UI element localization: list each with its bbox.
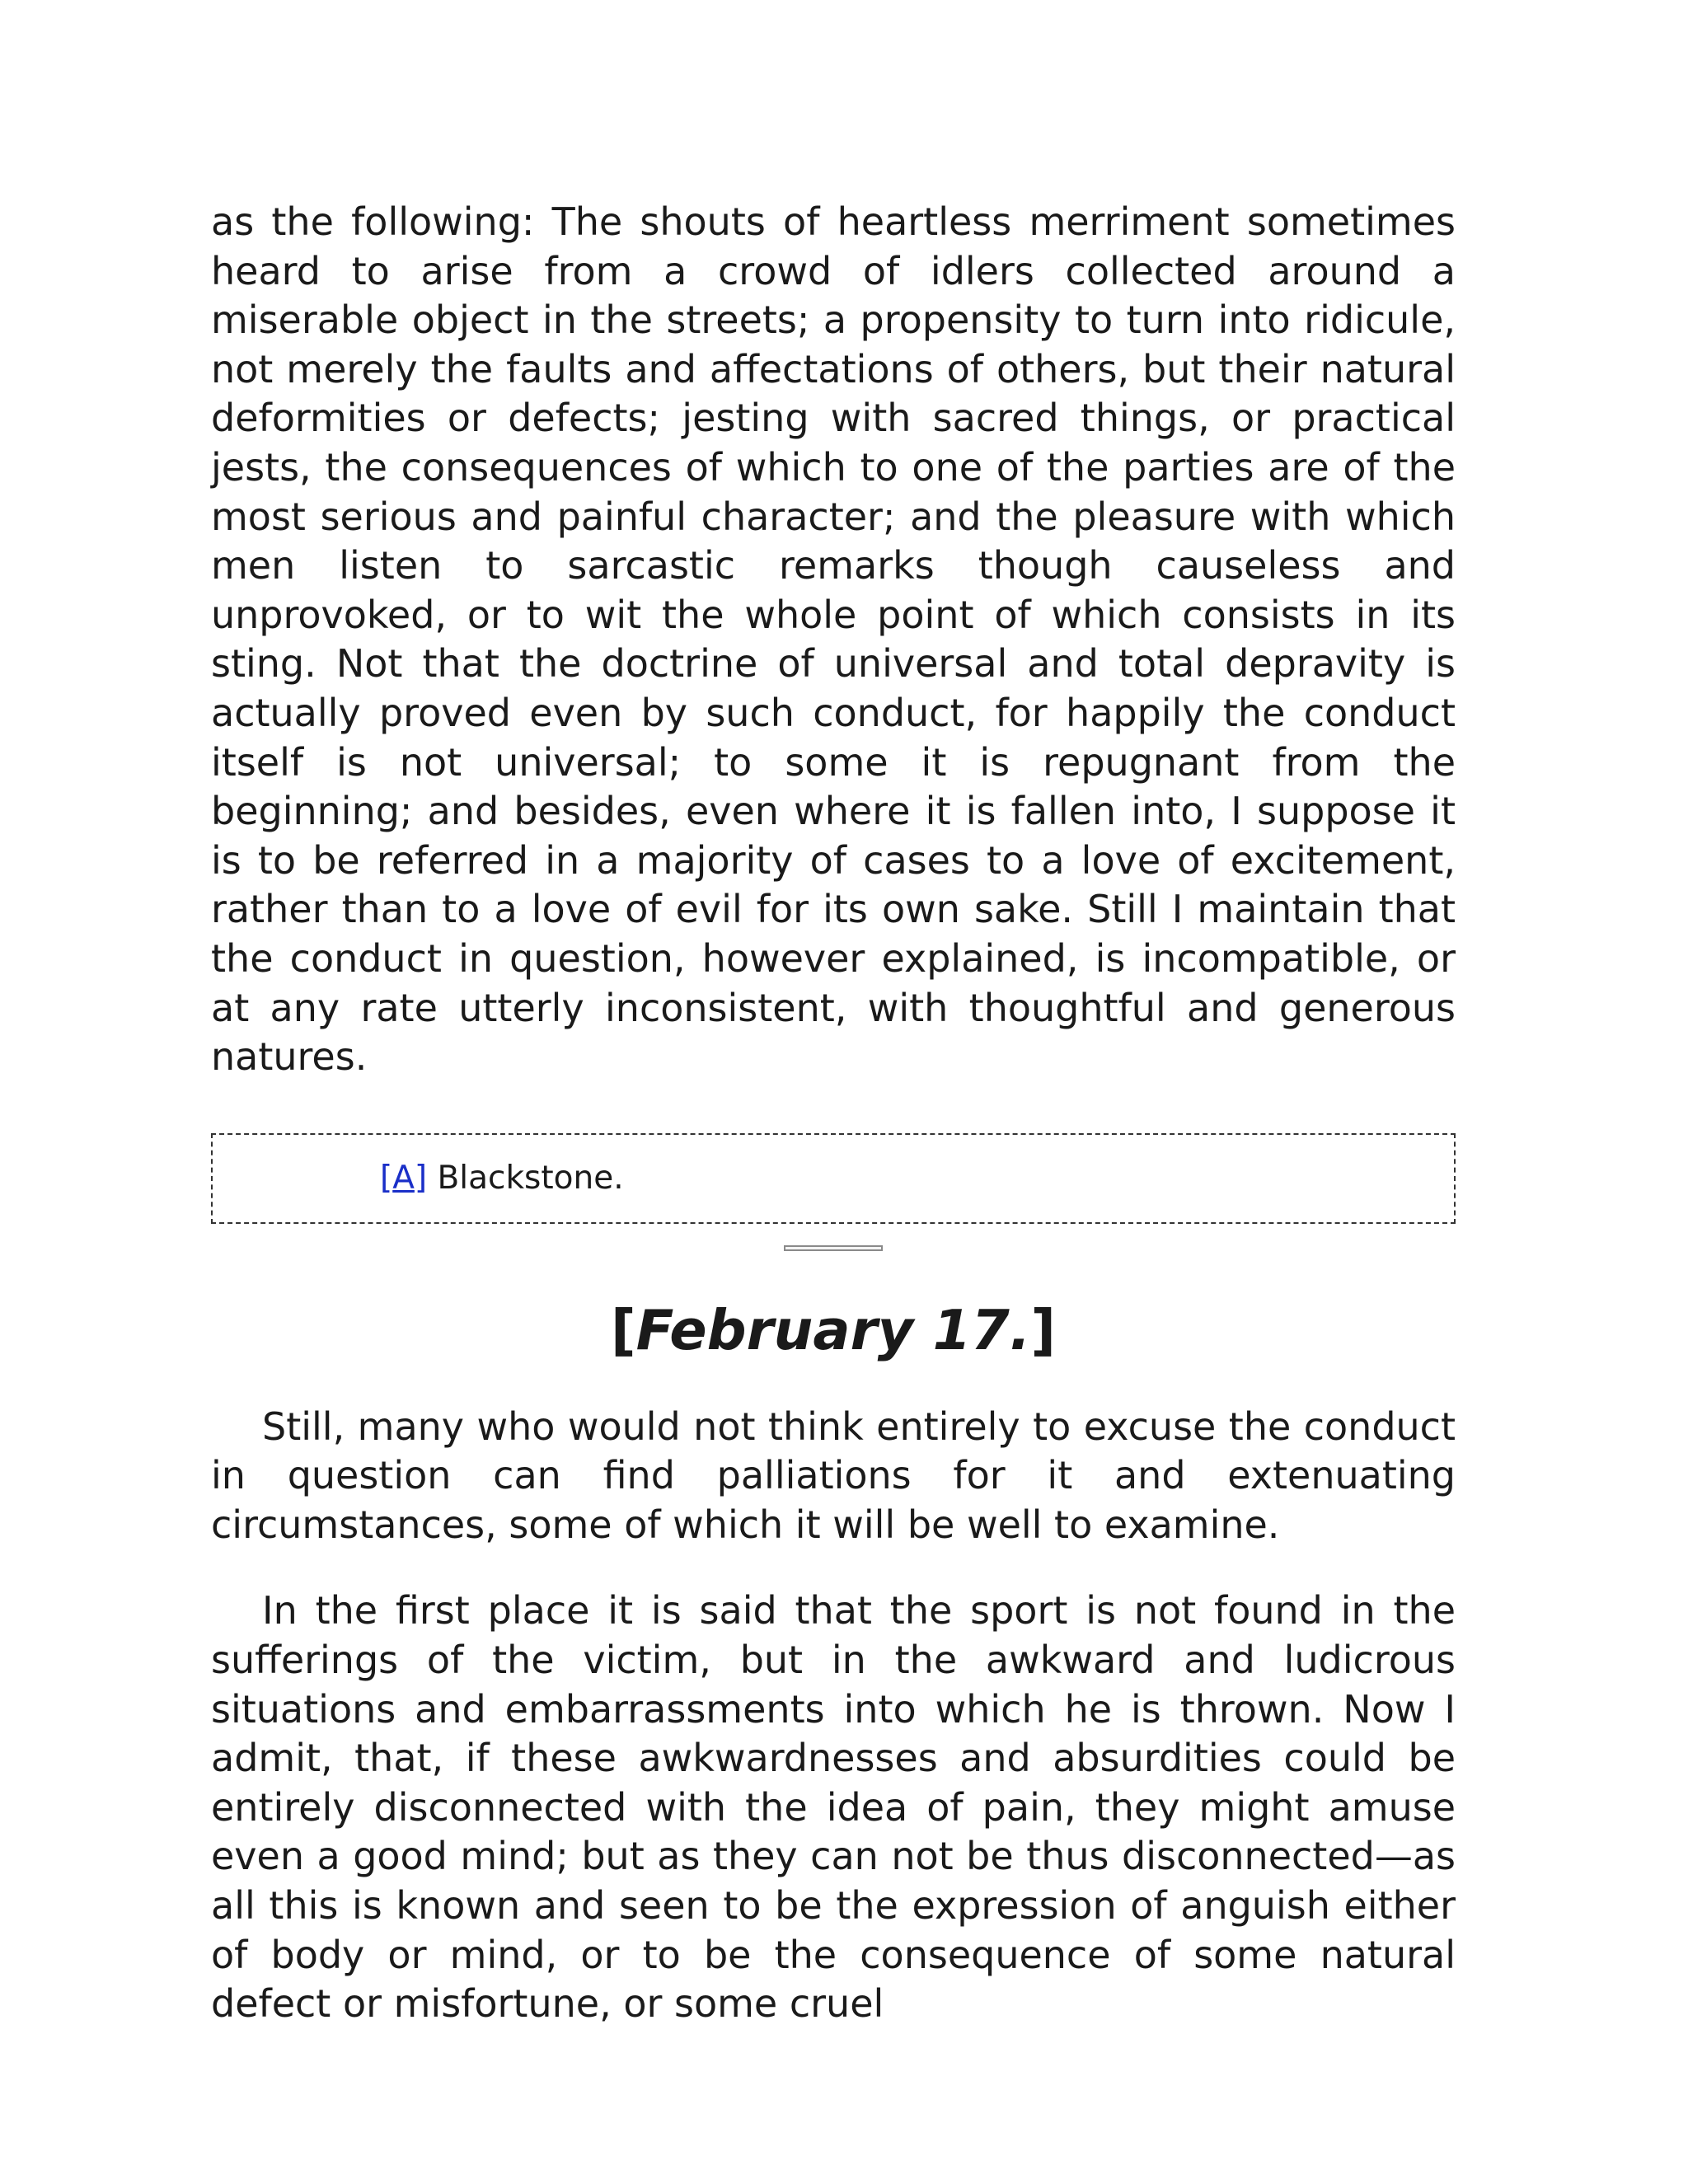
paragraph-continuation: as the following: The shouts of heartless merriment sometimes heard to arise from a crowd of idlers collected around a miserable object in the streets; a propensity to turn into ridicule, not merely the faults and affectations of others, but their natural deformities or defects; jesting with sacred things, or practical jests, the consequences of which to one of the parties are of the most serious and painful character; and the pleasure with which men listen to sarcastic remarks though causeless and unprovoked, or to wit the whole point of which consists in its sting. Not that the doctrine of universal and total depravity is actually proved even by such conduct, for happily the conduct itself is not universal; to some it is repugnant from the beginning; and besides, even where it is fallen into, I suppose it is to be referred in a majority of cases to a love of excitement, rather than to a love of evil for its own sake. Still I maintain that the conduct in question, however explained, is incompatible, or at any rate utterly inconsistent, with thoughtful and generous natures. [211, 199, 1456, 1080]
footnote-bracket-open: [ [380, 1159, 393, 1197]
footnote-anchor-link[interactable] [380, 1160, 427, 1197]
section-heading [211, 1297, 1456, 1363]
footnote-line [380, 1160, 624, 1197]
footnote-box [211, 1133, 1456, 1224]
heading-date: February 17. [635, 1297, 1031, 1362]
footnote-text: Blackstone. [437, 1159, 624, 1197]
footnote-bracket-close: ] [414, 1159, 428, 1197]
heading-bracket-close: ] [1030, 1297, 1056, 1362]
paragraph-palliations: Still, many who would not think entirely to excuse the conduct in question can find palliations for it and extenuating circumstances, some of which it will be well to examine. [211, 1404, 1456, 1547]
section-separator [784, 1245, 883, 1251]
paragraph-first-place: In the first place it is said that the sport is not found in the sufferings of the victim, but in the awkward and ludicrous situations and embarrassments into which he is thrown. Now I admit, that, if these awkwardnesses and absurdities could be entirely disconnected with the idea of pain, they might amuse even a good mind; but as they can not be thus disconnected—as all this is known and seen to be the expression of anguish either of body or mind, or to be the consequence of some natural defect or misfortune, or some cruel [211, 1588, 1456, 2027]
footnote-label: A [392, 1159, 415, 1197]
heading-bracket-open: [ [611, 1297, 636, 1362]
page-content [211, 198, 1456, 2029]
